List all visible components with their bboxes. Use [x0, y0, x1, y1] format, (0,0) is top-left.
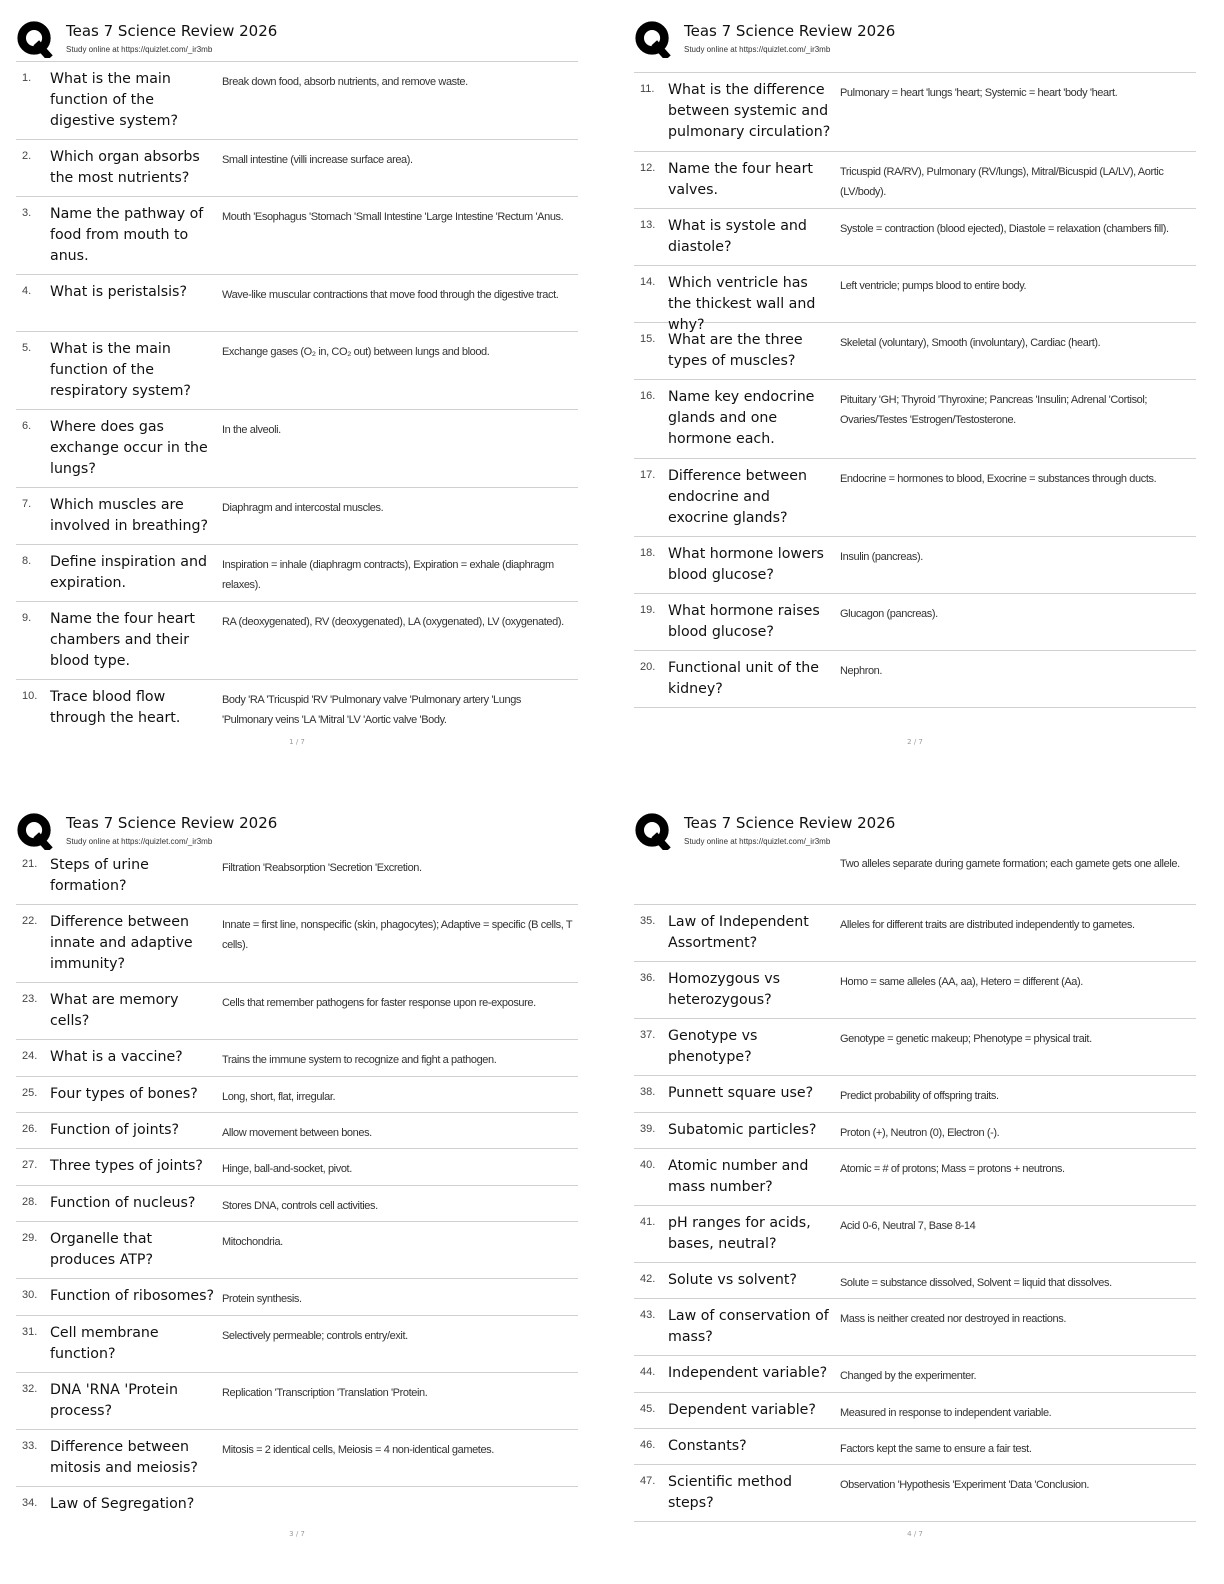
question-text: Law of conservation of mass? [668, 1308, 829, 1345]
question-text: Law of Independent Assortment? [668, 914, 809, 951]
list-item [634, 1465, 1196, 1522]
study-link[interactable]: Study online at https://quizlet.com/_ir3mb [684, 45, 831, 54]
list-item [16, 1316, 578, 1373]
page-number: 2 / 7 [907, 738, 923, 746]
quizlet-logo-icon [16, 20, 54, 58]
answer-text: Proton (+), Neutron (0), Electron (-). [840, 1127, 1000, 1139]
answer-text: Pituitary 'GH; Thyroid 'Thyroxine; Pancreas 'Insulin; Adrenal 'Cortisol; Ovaries/Testes 'Estrogen/Testosterone. [840, 394, 1148, 426]
answer-text: Mitosis = 2 identical cells, Meiosis = 4 non-identical gametes. [222, 1444, 494, 1456]
question-text: Which muscles are involved in breathing? [50, 497, 209, 534]
study-link[interactable]: Study online at https://quizlet.com/_ir3mb [66, 45, 213, 54]
answer-text: Selectively permeable; controls entry/exit. [222, 1330, 408, 1342]
page-header [16, 18, 578, 58]
answer-text: Long, short, flat, irregular. [222, 1091, 336, 1103]
question-text: What is the main function of the respiratory system? [50, 341, 191, 399]
item-number: 44. [640, 1366, 656, 1378]
document-title: Teas 7 Science Review 2026 [66, 22, 278, 40]
item-number: 19. [640, 604, 656, 616]
item-number: 31. [22, 1326, 38, 1338]
item-number: 36. [640, 972, 656, 984]
answer-text: Innate = first line, nonspecific (skin, phagocytes); Adaptive = specific (B cells, T cells). [222, 919, 572, 951]
question-text: What is the main function of the digestive system? [50, 71, 179, 129]
question-text: Independent variable? [668, 1365, 828, 1381]
answer-text: Measured in response to independent variable. [840, 1407, 1052, 1419]
question-text: pH ranges for acids, bases, neutral? [668, 1215, 811, 1252]
list-item [634, 1429, 1196, 1465]
answer-text: Changed by the experimenter. [840, 1370, 977, 1382]
quizlet-logo-icon [16, 812, 54, 850]
list-item [16, 1222, 578, 1279]
list-item [16, 1149, 578, 1186]
answer-text: Alleles for different traits are distributed independently to gametes. [840, 919, 1135, 931]
question-text: Name key endocrine glands and one hormone each. [668, 389, 815, 447]
answer-text: RA (deoxygenated), RV (deoxygenated), LA (oxygenated), LV (oxygenated). [222, 616, 564, 628]
question-text: Dependent variable? [668, 1402, 816, 1418]
list-item [16, 545, 578, 602]
answer-text: Homo = same alleles (AA, aa), Hetero = different (Aa). [840, 976, 1083, 988]
question-text: Function of ribosomes? [50, 1288, 215, 1304]
answer-text: Observation 'Hypothesis 'Experiment 'Data 'Conclusion. [840, 1479, 1090, 1491]
answer-text: Mass is neither created nor destroyed in reactions. [840, 1313, 1066, 1325]
item-number: 10. [22, 690, 38, 702]
list-item [634, 1076, 1196, 1113]
item-number: 9. [22, 612, 32, 624]
item-number: 14. [640, 276, 656, 288]
question-text: Organelle that produces ATP? [50, 1231, 153, 1268]
page-header [16, 810, 578, 850]
page-number: 3 / 7 [289, 1530, 305, 1538]
list-item [634, 1206, 1196, 1263]
list-item [634, 266, 1196, 333]
question-text: Subatomic particles? [668, 1122, 817, 1138]
document-title: Teas 7 Science Review 2026 [66, 814, 278, 832]
list-item [634, 651, 1196, 708]
item-number: 8. [22, 555, 32, 567]
item-number: 43. [640, 1309, 656, 1321]
list-item [16, 1186, 578, 1222]
list-item [16, 62, 578, 140]
item-number: 4. [22, 285, 32, 297]
page-3 [16, 810, 578, 1538]
list-item [634, 1263, 1196, 1299]
list-item [16, 1113, 578, 1149]
item-number: 13. [640, 219, 656, 231]
answer-text: Wave-like muscular contractions that move food through the digestive tract. [222, 289, 559, 301]
list-item [16, 1077, 578, 1113]
item-number: 42. [640, 1273, 656, 1285]
page-header [634, 810, 1196, 850]
flashcard-list [16, 61, 578, 737]
answer-text: Exchange gases (O₂ in, CO₂ out) between lungs and blood. [222, 346, 490, 358]
question-text: What are the three types of muscles? [668, 332, 803, 369]
page-number: 1 / 7 [289, 738, 305, 746]
question-text: Define inspiration and expiration. [50, 554, 207, 591]
item-number: 5. [22, 342, 32, 354]
question-text: Name the four heart valves. [668, 161, 813, 198]
question-text: Which ventricle has the thickest wall and why? [668, 275, 816, 333]
item-number: 41. [640, 1216, 656, 1228]
answer-text: Systole = contraction (blood ejected), Diastole = relaxation (chambers fill). [840, 223, 1169, 235]
answer-text: Inspiration = inhale (diaphragm contracts), Expiration = exhale (diaphragm relaxes). [222, 559, 554, 591]
item-number: 37. [640, 1029, 656, 1041]
list-item [634, 1393, 1196, 1429]
question-text: Solute vs solvent? [668, 1272, 797, 1288]
page-1 [16, 18, 578, 746]
list-item [634, 323, 1196, 380]
question-text: Trace blood flow through the heart. [50, 689, 181, 726]
question-text: Functional unit of the kidney? [668, 660, 819, 697]
answer-text: Atomic = # of protons; Mass = protons + neutrons. [840, 1163, 1065, 1175]
question-text: What is a vaccine? [50, 1049, 183, 1065]
question-text: Which organ absorbs the most nutrients? [50, 149, 200, 186]
question-text: Scientific method steps? [668, 1474, 793, 1511]
list-item [16, 905, 578, 983]
item-number: 27. [22, 1159, 38, 1171]
study-link[interactable]: Study online at https://quizlet.com/_ir3mb [684, 837, 831, 846]
list-item [634, 209, 1196, 266]
list-item [634, 1149, 1196, 1206]
answer-text: Stores DNA, controls cell activities. [222, 1200, 378, 1212]
answer-text: Skeletal (voluntary), Smooth (involuntary), Cardiac (heart). [840, 337, 1101, 349]
answer-text: Diaphragm and intercostal muscles. [222, 502, 384, 514]
list-item [16, 275, 578, 332]
question-text: Three types of joints? [50, 1158, 203, 1174]
list-item [16, 1373, 578, 1430]
item-number: 22. [22, 915, 38, 927]
answer-text: Small intestine (villi increase surface area). [222, 154, 413, 166]
answer-text: Hinge, ball-and-socket, pivot. [222, 1163, 352, 1175]
question-text: What hormone lowers blood glucose? [668, 546, 824, 583]
item-number: 38. [640, 1086, 656, 1098]
quizlet-logo-icon [634, 812, 672, 850]
item-number: 29. [22, 1232, 38, 1244]
item-number: 15. [640, 333, 656, 345]
question-text: What hormone raises blood glucose? [668, 603, 820, 640]
page-number: 4 / 7 [907, 1530, 923, 1538]
item-number: 6. [22, 420, 32, 432]
answer-text: In the alveoli. [222, 424, 281, 436]
list-item [16, 140, 578, 197]
item-number: 11. [640, 83, 655, 95]
item-number: 23. [22, 993, 38, 1005]
answer-text: Acid 0-6, Neutral 7, Base 8-14 [840, 1220, 976, 1232]
list-item [634, 1356, 1196, 1393]
question-text: Difference between innate and adaptive immunity? [50, 914, 193, 972]
answer-text: Allow movement between bones. [222, 1127, 372, 1139]
question-text: What is the difference between systemic and pulmonary circulation? [668, 82, 831, 140]
list-item [634, 73, 1196, 152]
question-text: Steps of urine formation? [50, 857, 149, 894]
question-text: What are memory cells? [50, 992, 179, 1029]
answer-text: Predict probability of offspring traits. [840, 1090, 999, 1102]
flashcard-list [16, 848, 578, 1527]
list-item [16, 1487, 578, 1527]
item-number: 40. [640, 1159, 656, 1171]
answer-text: Mouth 'Esophagus 'Stomach 'Small Intestine 'Large Intestine 'Rectum 'Anus. [222, 211, 564, 223]
question-text: What is peristalsis? [50, 284, 187, 300]
question-text: Constants? [668, 1438, 747, 1454]
item-number: 25. [22, 1087, 38, 1099]
question-text: Difference between mitosis and meiosis? [50, 1439, 198, 1476]
answer-text: Solute = substance dissolved, Solvent = liquid that dissolves. [840, 1277, 1112, 1289]
item-number: 32. [22, 1383, 38, 1395]
item-number: 33. [22, 1440, 38, 1452]
item-number: 46. [640, 1439, 656, 1451]
list-item [16, 680, 578, 737]
answer-text: Body 'RA 'Tricuspid 'RV 'Pulmonary valve 'Pulmonary artery 'Lungs 'Pulmonary veins 'LA 'Mitral 'LV 'Aortic valve 'Body. [222, 694, 522, 726]
question-text: Where does gas exchange occur in the lungs? [50, 419, 208, 477]
question-text: Name the pathway of food from mouth to anus. [50, 206, 204, 264]
answer-text: Replication 'Transcription 'Translation 'Protein. [222, 1387, 428, 1399]
list-item [16, 488, 578, 545]
question-text: Law of Segregation? [50, 1496, 195, 1512]
question-text: What is systole and diastole? [668, 218, 807, 255]
item-number: 1. [22, 72, 32, 84]
answer-text: Protein synthesis. [222, 1293, 302, 1305]
question-text: Cell membrane function? [50, 1325, 159, 1362]
answer-text: Factors kept the same to ensure a fair test. [840, 1443, 1032, 1455]
item-number: 12. [640, 162, 656, 174]
answer-text: Genotype = genetic makeup; Phenotype = physical trait. [840, 1033, 1092, 1045]
list-item [16, 197, 578, 275]
question-text: DNA 'RNA 'Protein process? [50, 1382, 178, 1419]
item-number: 45. [640, 1403, 656, 1415]
list-item [16, 410, 578, 488]
answer-text: Break down food, absorb nutrients, and remove waste. [222, 76, 468, 88]
answer-text: Cells that remember pathogens for faster response upon re-exposure. [222, 997, 536, 1009]
list-item [16, 332, 578, 410]
flashcard-list [634, 850, 1196, 1522]
answer-text: Insulin (pancreas). [840, 551, 923, 563]
list-item [16, 1279, 578, 1316]
answer-text: Endocrine = hormones to blood, Exocrine = substances through ducts. [840, 473, 1157, 485]
item-number: 20. [640, 661, 656, 673]
question-text: Function of nucleus? [50, 1195, 196, 1211]
document-title: Teas 7 Science Review 2026 [684, 814, 896, 832]
list-item [16, 848, 578, 905]
list-item [634, 962, 1196, 1019]
question-text: Atomic number and mass number? [668, 1158, 809, 1195]
question-text: Genotype vs phenotype? [668, 1028, 758, 1065]
item-number: 18. [640, 547, 656, 559]
item-number: 3. [22, 207, 32, 219]
study-link[interactable]: Study online at https://quizlet.com/_ir3mb [66, 837, 213, 846]
list-item [634, 594, 1196, 651]
item-number: 2. [22, 150, 32, 162]
list-item [634, 1019, 1196, 1076]
answer-text: Left ventricle; pumps blood to entire body. [840, 280, 1027, 292]
item-number: 47. [640, 1475, 656, 1487]
answer-text: Trains the immune system to recognize and fight a pathogen. [222, 1054, 497, 1066]
item-number: 26. [22, 1123, 38, 1135]
item-number: 28. [22, 1196, 38, 1208]
answer-text: Glucagon (pancreas). [840, 608, 938, 620]
page-header [634, 18, 1196, 58]
list-item [634, 459, 1196, 537]
list-item [634, 1113, 1196, 1149]
list-item [16, 983, 578, 1040]
answer-text: Filtration 'Reabsorption 'Secretion 'Excretion. [222, 862, 422, 874]
list-item [16, 1430, 578, 1487]
flashcard-list [634, 72, 1196, 708]
list-item [634, 1299, 1196, 1356]
list-item [634, 537, 1196, 594]
item-number: 30. [22, 1289, 38, 1301]
list-item [634, 152, 1196, 209]
item-number: 24. [22, 1050, 38, 1062]
list-item [16, 602, 578, 680]
continued-answer-row [634, 850, 1196, 905]
document-title: Teas 7 Science Review 2026 [684, 22, 896, 40]
answer-text: Nephron. [840, 665, 883, 677]
page-2 [634, 18, 1196, 746]
item-number: 16. [640, 390, 656, 402]
item-number: 21. [22, 858, 38, 870]
item-number: 34. [22, 1497, 38, 1509]
answer-text: Two alleles separate during gamete formation; each gamete gets one allele. [840, 858, 1180, 870]
question-text: Function of joints? [50, 1122, 180, 1138]
quizlet-logo-icon [634, 20, 672, 58]
question-text: Name the four heart chambers and their blood type. [50, 611, 195, 669]
item-number: 17. [640, 469, 656, 481]
list-item [634, 905, 1196, 962]
answer-text: Tricuspid (RA/RV), Pulmonary (RV/lungs), Mitral/Bicuspid (LA/LV), Aortic (LV/body). [840, 166, 1164, 198]
page-4 [634, 810, 1196, 1538]
list-item [16, 1040, 578, 1077]
question-text: Difference between endocrine and exocrine glands? [668, 468, 807, 526]
list-item [634, 380, 1196, 459]
item-number: 7. [22, 498, 32, 510]
answer-text: Mitochondria. [222, 1236, 283, 1248]
question-text: Homozygous vs heterozygous? [668, 971, 781, 1008]
item-number: 39. [640, 1123, 656, 1135]
question-text: Four types of bones? [50, 1086, 198, 1102]
item-number: 35. [640, 915, 656, 927]
question-text: Punnett square use? [668, 1085, 814, 1101]
answer-text: Pulmonary = heart 'lungs 'heart; Systemic = heart 'body 'heart. [840, 87, 1118, 99]
